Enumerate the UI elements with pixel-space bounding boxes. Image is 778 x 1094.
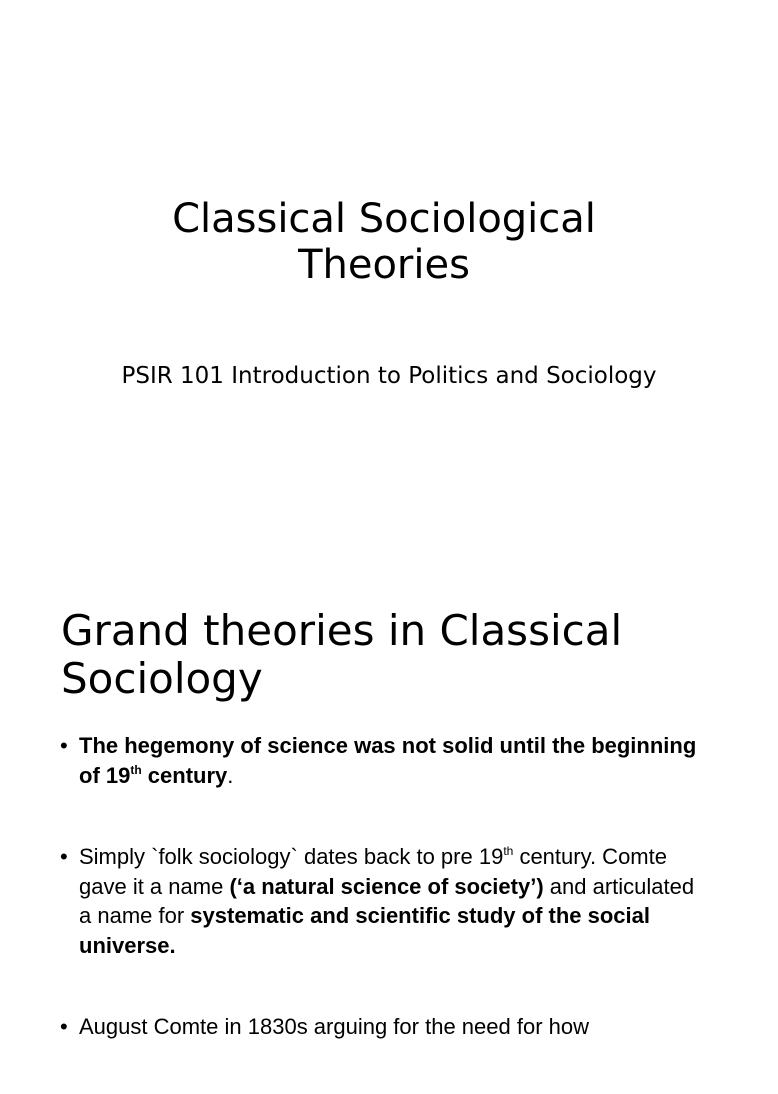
bullet-text: and articulated a name for (79, 873, 695, 928)
bullet-icon: • (60, 844, 68, 869)
slide-heading-line2: Sociology (61, 654, 263, 703)
superscript: th (130, 762, 142, 777)
slide-subtitle: PSIR 101 Introduction to Politics and Sociology (121, 363, 657, 389)
bullet-text-bold: The hegemony of science was not solid until the beginning of 19 (79, 733, 697, 788)
bullet-text: Simply `folk sociology` dates back to pre 19 (79, 844, 504, 869)
bullet-text-bold: century (141, 762, 228, 788)
slide-heading-line1: Grand theories in Classical (61, 606, 623, 655)
bullet-item (60, 1012, 700, 1042)
superscript: th (503, 844, 514, 858)
bullet-text: century. Comte gave it a name (79, 844, 667, 899)
slide-title (0, 196, 768, 288)
content-slide (0, 576, 768, 1039)
bullet-item (60, 842, 700, 960)
slide-title-line2: Theories (298, 242, 470, 288)
bullet-icon: • (60, 1014, 68, 1039)
slide-heading (61, 607, 741, 703)
bullet-item (60, 731, 700, 790)
bullet-text: . (227, 762, 234, 788)
bullet-text-bold: (‘a natural science of society’) (229, 873, 544, 899)
bullet-text-bold: systematic and scientific study of the social universe. (79, 903, 650, 958)
bullet-icon: • (60, 733, 68, 758)
bullet-list (60, 731, 700, 1094)
slide-title-line1: Classical Sociological (172, 196, 596, 242)
bullet-text: August Comte in 1830s arguing for the need for how (79, 1014, 589, 1039)
